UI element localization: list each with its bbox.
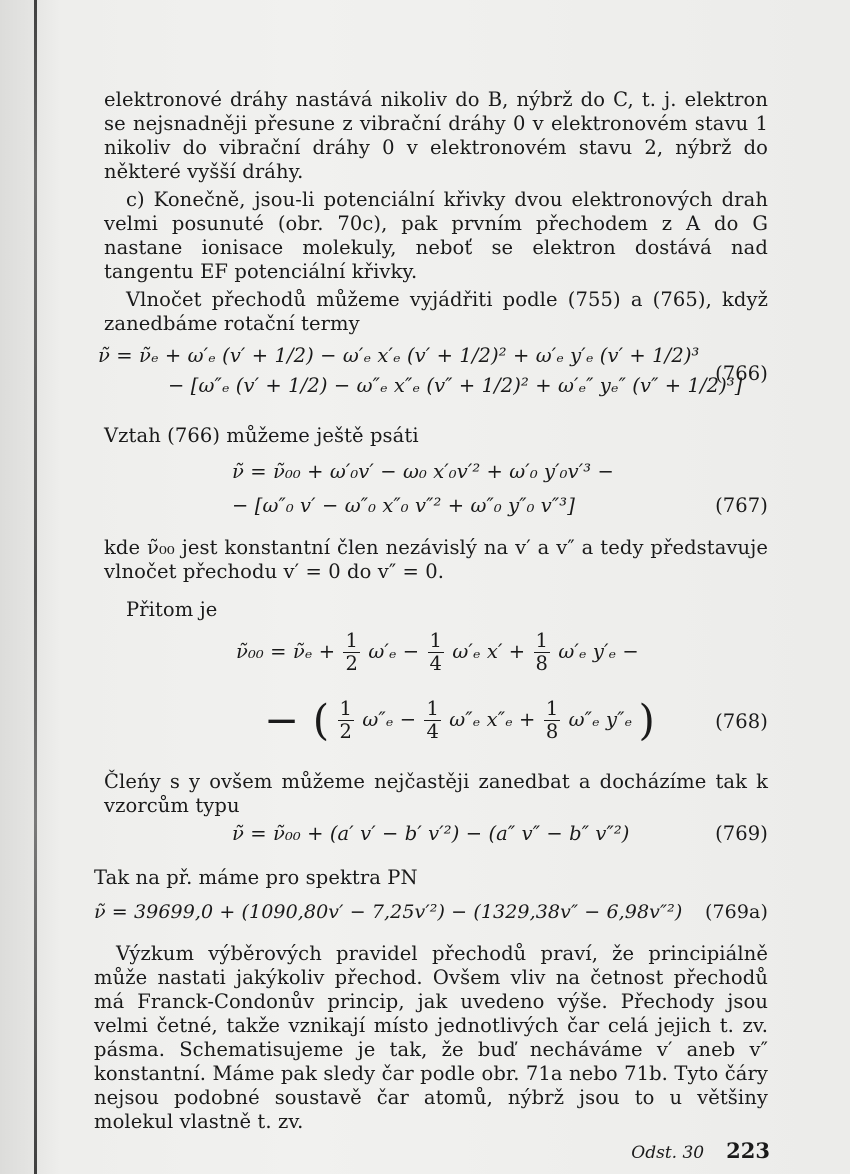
text-block-2 (104, 188, 768, 284)
paragraph-7: Čleńy s y ovšem můžeme nejčastěji zanedbat a docházíme tak k vzorcům typu (104, 770, 768, 817)
equation-767-line-1: ν̃ = ν̃₀₀ + ω′₀v′ − ω₀ x′₀v′² + ω′₀ y′₀v′³ − (232, 460, 614, 483)
paragraph-1: elektronové dráhy nastává nikoliv do B, nýbrž do C, t. j. elektron se nejsnadněji přesune z vibrační dráhy 0 v elektronovém stavu 1 nikoliv do vibrační dráhy 0 v elektronovém stavu 2, nýbrž do některé vyšší dráhy. (104, 88, 768, 183)
section-label: Odst. 30 (631, 1143, 705, 1163)
page-number: 223 (726, 1138, 770, 1163)
text-block-9 (94, 942, 768, 1134)
paragraph-2: c) Konečně, jsou-li potenciální křivky dvou elektronových drah velmi posunuté (obr. 70c), pak prvním přechodem z A do G nastane ionisace molekuly, neboť se elektron dostává nad tangentu EF potenciální křivky. (104, 188, 768, 283)
book-gutter-shadow (34, 0, 37, 1174)
fraction-one-quarter: $\frac{1}{4}$ (429, 629, 443, 675)
fraction-one-half: $\frac{1}{2}$ (339, 697, 353, 743)
paragraph-5: kde ν̃₀₀ jest konstantní člen nezávislý na v′ a v″ a tedy představuje vlnočet přechodu v′ = 0 do v″ = 0. (104, 536, 768, 583)
paragraph-9: Výzkum výběrových pravidel přechodů praví, že principiálně může nastati jakýkoliv přechod. Ovšem vliv na četnost přechodů má Franck-Condonův princip, jak uvedeno výše. Přechody jsou velmi četné, takže vznikají místo jednotlivých čar celá jejich t. zv. pásma. Schematisujeme je tak, že buď necháváme v′ aneb v″ konstantní. Máme pak sledy čar podle obr. 71a nebo 71b. Tyto čáry nejsou podobné soustavě čar atomů, nýbrž jsou to u většiny molekul vlastně t. zv. (94, 942, 768, 1133)
text-block-8 (94, 866, 758, 890)
equation-number: (769) (715, 822, 768, 845)
paragraph-6: Přitom je (126, 598, 218, 621)
equation-number: (768) (715, 710, 768, 733)
text-block-6 (104, 598, 768, 622)
paragraph-4: Vztah (766) můžeme ještě psáti (104, 424, 419, 447)
equation-768-line-2: − ( $\frac{1}{2}$ ω″ₑ − $\frac{1}{4}$ ω″ₑ x″ₑ + $\frac{1}{8}$ ω″ₑ y″ₑ ) (264, 695, 655, 745)
paragraph-3: Vlnočet přechodů můžeme vyjádřiti podle (755) a (765), když zanedbáme rotační termy (104, 288, 768, 335)
text-block-7 (104, 770, 768, 818)
fraction-one-half: $\frac{1}{2}$ (345, 629, 358, 675)
fraction-one-eighth: $\frac{1}{8}$ (535, 629, 549, 675)
equation-769-body: ν̃ = ν̃₀₀ + (a′ v′ − b′ v′²) − (a″ v″ − b″ v″²) (232, 822, 630, 845)
text-block-3 (104, 288, 768, 336)
paragraph-8: Tak na př. máme pro spektra PN (94, 866, 418, 889)
fraction-one-quarter: $\frac{1}{4}$ (426, 697, 439, 743)
equation-768-line-1: ν̃₀₀ = ν̃ₑ + $\frac{1}{2}$ ω′ₑ − $\frac{1}{4}$ ω′ₑ x′ + $\frac{1}{8}$ ω′ₑ y′ₑ − (236, 629, 639, 675)
equation-number: (769a) (704, 901, 768, 923)
equation-768 (104, 630, 768, 760)
fraction-one-eighth: $\frac{1}{8}$ (545, 697, 559, 743)
equation-766-line-2: − [ω″ₑ (v′ + 1/2) − ω″ₑ x″ₑ (v″ + 1/2)² + ω′ₑ″ yₑ″ (v″ + 1/2)³] (168, 374, 743, 397)
equation-number: (767) (715, 494, 768, 517)
equation-769 (104, 822, 768, 852)
text-block-4 (104, 424, 768, 448)
equation-767 (104, 460, 768, 526)
page-footer (600, 1138, 770, 1163)
text-block-5 (104, 536, 768, 584)
equation-767-line-2: − [ω″₀ v′ − ω″₀ x″₀ v″² + ω″₀ y″₀ v″³] (232, 494, 575, 517)
equation-number: (766) (715, 362, 768, 385)
equation-769a-body: ν̃ = 39699,0 + (1090,80v′ − 7,25v′²) − (1329,38v″ − 6,98v″²) (94, 901, 683, 923)
equation-766-line-1: ν̃ = ν̃ₑ + ω′ₑ (v′ + 1/2) − ω′ₑ x′ₑ (v′ + 1/2)² + ω′ₑ y′ₑ (v′ + 1/2)³ (98, 344, 700, 367)
text-block-1 (104, 88, 768, 184)
equation-766 (98, 344, 768, 414)
equation-769a (94, 900, 768, 930)
